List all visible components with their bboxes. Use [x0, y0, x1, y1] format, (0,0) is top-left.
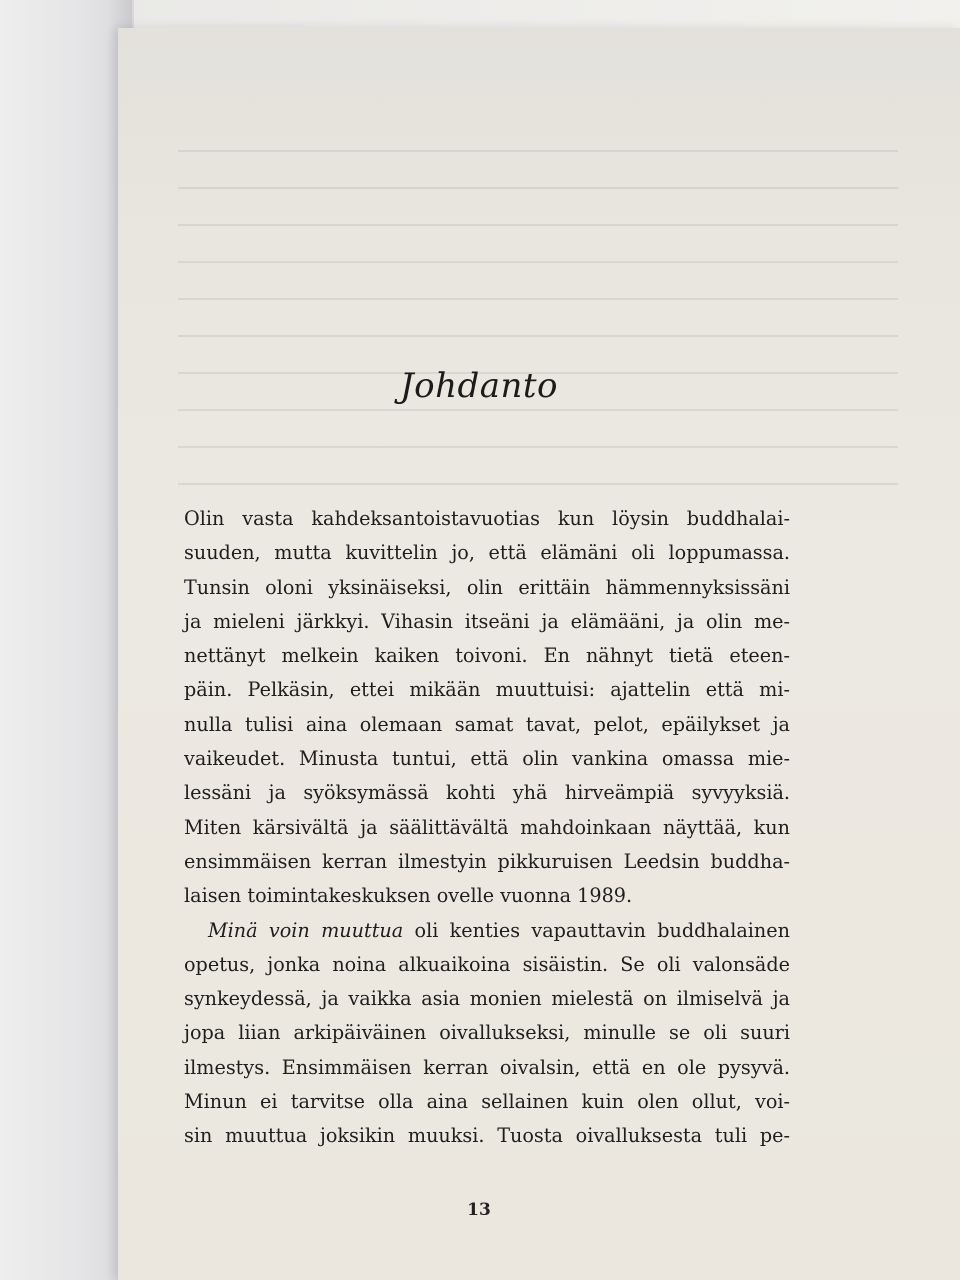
- book-page: [118, 28, 960, 1280]
- text-line: ja mieleni järkkyi. Vihasin itseäni ja elämääni, ja olin me-: [184, 609, 790, 633]
- chapter-title: Johdanto: [399, 366, 559, 406]
- text-line: ilmestys. Ensimmäisen kerran oivalsin, että en ole pysyvä.: [184, 1055, 790, 1079]
- text-line: opetus, jonka noina alkuaikoina sisäistin. Se oli valonsäde: [184, 952, 790, 976]
- text-line: ensimmäisen kerran ilmestyin pikkuruisen Leedsin buddha-: [184, 849, 790, 873]
- text-line: [184, 914, 790, 948]
- text-line: sin muuttua joksikin muuksi. Tuosta oivalluksesta tuli pe-: [184, 1124, 790, 1148]
- text-line: nettänyt melkein kaiken toivoni. En nähnyt tietä eteen-: [184, 644, 790, 668]
- text-line: Tunsin oloni yksinäiseksi, olin erittäin hämmennyksissäni: [184, 575, 790, 599]
- text-line: nulla tulisi aina olemaan samat tavat, pelot, epäilykset ja: [184, 712, 790, 736]
- page-number: 13: [467, 1200, 491, 1220]
- body-text: [184, 502, 790, 1154]
- text-line: Olin vasta kahdeksantoistavuotias kun löysin buddhalai-: [184, 507, 790, 530]
- text-line: jopa liian arkipäiväinen oivallukseksi, minulle se oli suuri: [184, 1021, 790, 1045]
- text-line: päin. Pelkäsin, ettei mikään muuttuisi: ajattelin että mi-: [184, 678, 790, 702]
- paragraph-2: [184, 914, 790, 1154]
- text-line: synkeydessä, ja vaikka asia monien mielestä on ilmiselvä ja: [184, 987, 790, 1011]
- reverse-side-show-through: [178, 128, 898, 498]
- paragraph-1: [184, 502, 790, 914]
- text-run: oli kenties vapauttavin buddhalainen: [403, 918, 791, 942]
- text-line: Minun ei tarvitse olla aina sellainen kuin olen ollut, voi-: [184, 1090, 790, 1114]
- text-line: Miten kärsivältä ja säälittävältä mahdoinkaan näyttää, kun: [184, 815, 790, 839]
- text-line: vaikeudet. Minusta tuntui, että olin vankina omassa mie-: [184, 747, 790, 771]
- text-line: lessäni ja syöksymässä kohti yhä hirveämpiä syvyyksiä.: [184, 781, 790, 805]
- text-line: suuden, mutta kuvittelin jo, että elämäni oli loppumassa.: [184, 541, 790, 565]
- italic-phrase: Minä voin muuttua: [208, 918, 404, 942]
- text-line: laisen toimintakeskuksen ovelle vuonna 1989.: [184, 884, 633, 908]
